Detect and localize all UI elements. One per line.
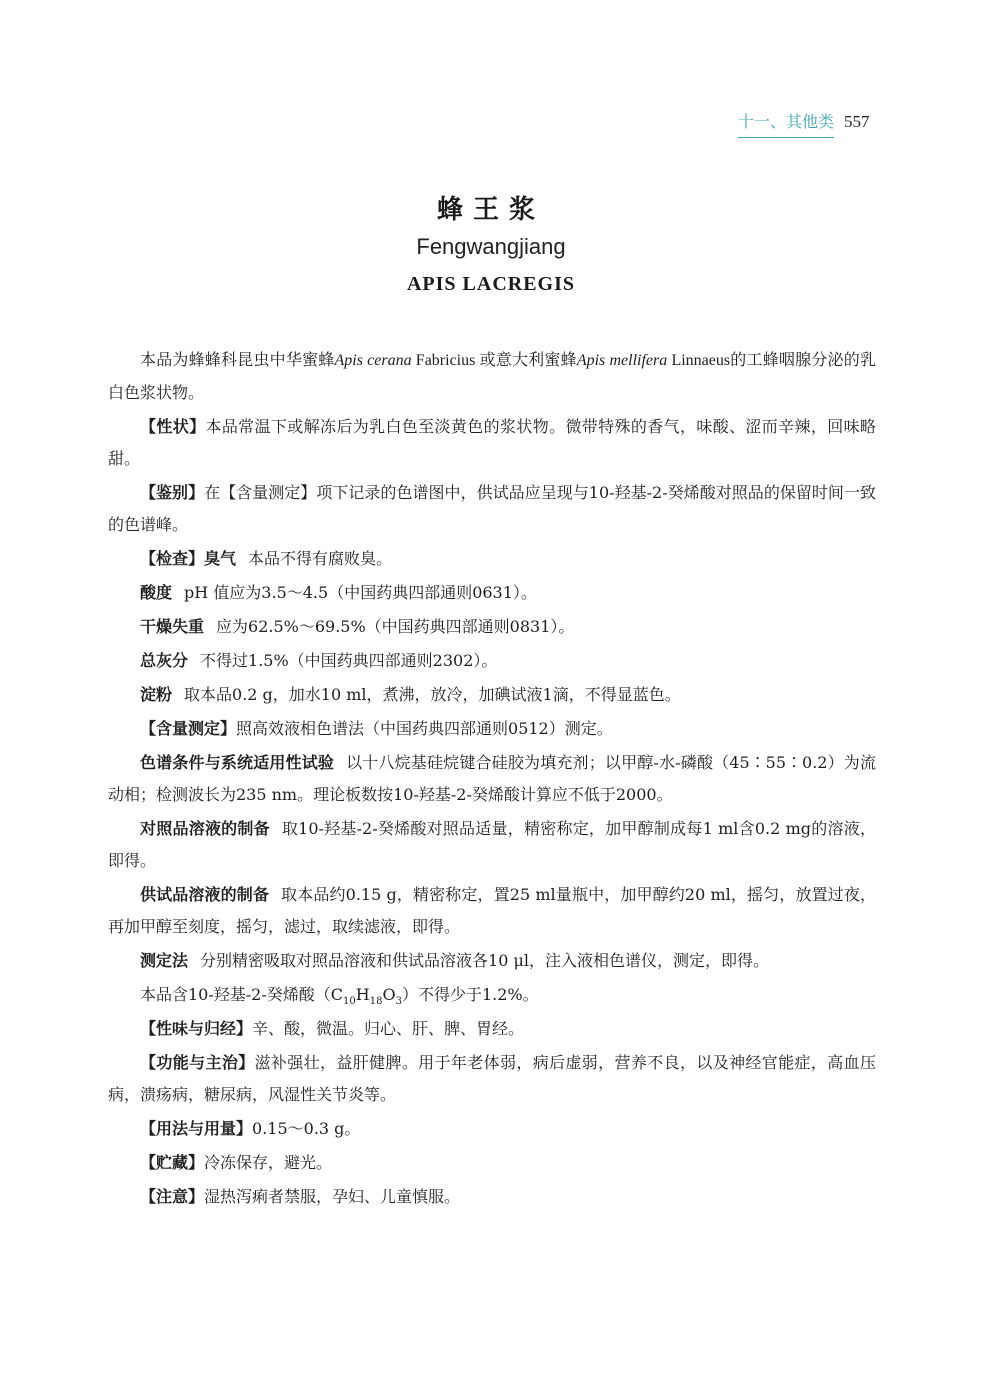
subsection-label: 淀粉 <box>140 685 173 704</box>
section-duizhao: 对照品溶液的制备 取10-羟基-2-癸烯酸对照品适量，精密称定，加甲醇制成每1 ml含0.2 mg的溶液，即得。 <box>108 819 876 870</box>
species-name: Apis mellifera <box>576 352 668 369</box>
monograph-body <box>108 344 876 1215</box>
section-xingwei: 【性味与归经】辛、酸，微温。归心、肝、脾、胃经。 <box>140 1019 525 1038</box>
section-label: 【用法与用量】 <box>140 1119 253 1138</box>
monograph-latin-name: APIS LACREGIS <box>406 273 576 295</box>
section-zonghui: 总灰分 不得过1.5%（中国药典四部通则2302）。 <box>140 651 498 670</box>
section-label: 【性味与归经】 <box>140 1019 253 1038</box>
intro-paragraph: 本品为蜂蜂科昆虫中华蜜蜂Apis cerana Fabricius 或意大利蜜蜂Apis mellifera Linnaeus的工蜂咽腺分泌的乳白色浆状物。 <box>108 350 876 402</box>
section-label: 【贮藏】 <box>140 1153 205 1172</box>
section-yongfa: 【用法与用量】0.15～0.3 g。 <box>140 1119 361 1138</box>
monograph-pinyin: Fengwangjiang <box>416 234 566 259</box>
species-name: Apis cerana <box>334 352 412 369</box>
section-ganzao: 干燥失重 应为62.5%～69.5%（中国药典四部通则0831）。 <box>140 617 575 636</box>
section-jiancha: 【检查】臭气 本品不得有腐败臭。 <box>140 549 393 568</box>
running-header <box>738 110 870 138</box>
section-cedingfa: 测定法 分别精密吸取对照品溶液和供试品溶液各10 μl，注入液相色谱仪，测定，即得。 <box>140 951 769 970</box>
content-limit: 本品含10-羟基-2-癸烯酸$(C_{10}H_{18}O_3)$不得少于1.2%。 <box>140 985 539 1008</box>
section-gongneng: 【功能与主治】滋补强壮，益肝健脾。用于年老体弱，病后虚弱，营养不良，以及神经官能症，高血压病，溃疡病，糖尿病，风湿性关节炎等。 <box>108 1053 876 1104</box>
subsection-label: 供试品溶液的制备 <box>140 885 270 904</box>
subsection-label: 总灰分 <box>140 651 189 670</box>
section-zhucang: 【贮藏】冷冻保存，避光。 <box>140 1153 333 1172</box>
section-label: 【性状】 <box>140 417 206 436</box>
subsection-label: 测定法 <box>140 951 189 970</box>
subsection-label: 酸度 <box>140 583 173 602</box>
section-label: 【含量测定】 <box>140 719 237 738</box>
section-suandu: 酸度 pH 值应为3.5～4.5（中国药典四部通则0631）。 <box>140 583 537 602</box>
section-label: 【功能与主治】 <box>140 1053 255 1072</box>
subsection-label: 干燥失重 <box>140 617 205 636</box>
monograph-title: 蜂王浆 <box>436 195 545 225</box>
subsection-label: 色谱条件与系统适用性试验 <box>140 753 335 772</box>
section-label: 【注意】 <box>140 1187 205 1206</box>
header-section-title: 十一、其他类 <box>738 110 834 138</box>
subsection-label: 臭气 <box>204 549 237 568</box>
section-dianfen: 淀粉 取本品0.2 g，加水10 ml，煮沸，放冷，加碘试液1滴，不得显蓝色。 <box>140 685 681 704</box>
subsection-label: 对照品溶液的制备 <box>140 819 270 838</box>
section-label: 【检查】 <box>140 549 205 568</box>
section-xingzhuang: 【性状】本品常温下或解冻后为乳白色至淡黄色的浆状物。微带特殊的香气，味酸、涩而辛辣，回味略甜。 <box>108 417 876 468</box>
section-gongshi: 供试品溶液的制备 取本品约0.15 g，精密称定，置25 ml量瓶中，加甲醇约20 ml，摇匀，放置过夜，再加甲醇至刻度，摇匀，滤过，取续滤液，即得。 <box>108 885 876 936</box>
section-jianbie: 【鉴别】在【含量测定】项下记录的色谱图中，供试品应呈现与10-羟基-2-癸烯酸对照品的保留时间一致的色谱峰。 <box>108 483 876 534</box>
section-label: 【鉴别】 <box>140 483 205 502</box>
section-sepu: 色谱条件与系统适用性试验 以十八烷基硅烷键合硅胶为填充剂；以甲醇-水-磷酸（45∶55∶0.2）为流动相；检测波长为235 nm。理论板数按10-羟基-2-癸烯酸计算应不低于2000。 <box>108 753 876 804</box>
section-hanliang: 【含量测定】照高效液相色谱法（中国药典四部通则0512）测定。 <box>140 719 613 738</box>
page-number: 557 <box>844 112 870 131</box>
section-zhuyi: 【注意】湿热泻痢者禁服，孕妇、儿童慎服。 <box>140 1187 461 1206</box>
